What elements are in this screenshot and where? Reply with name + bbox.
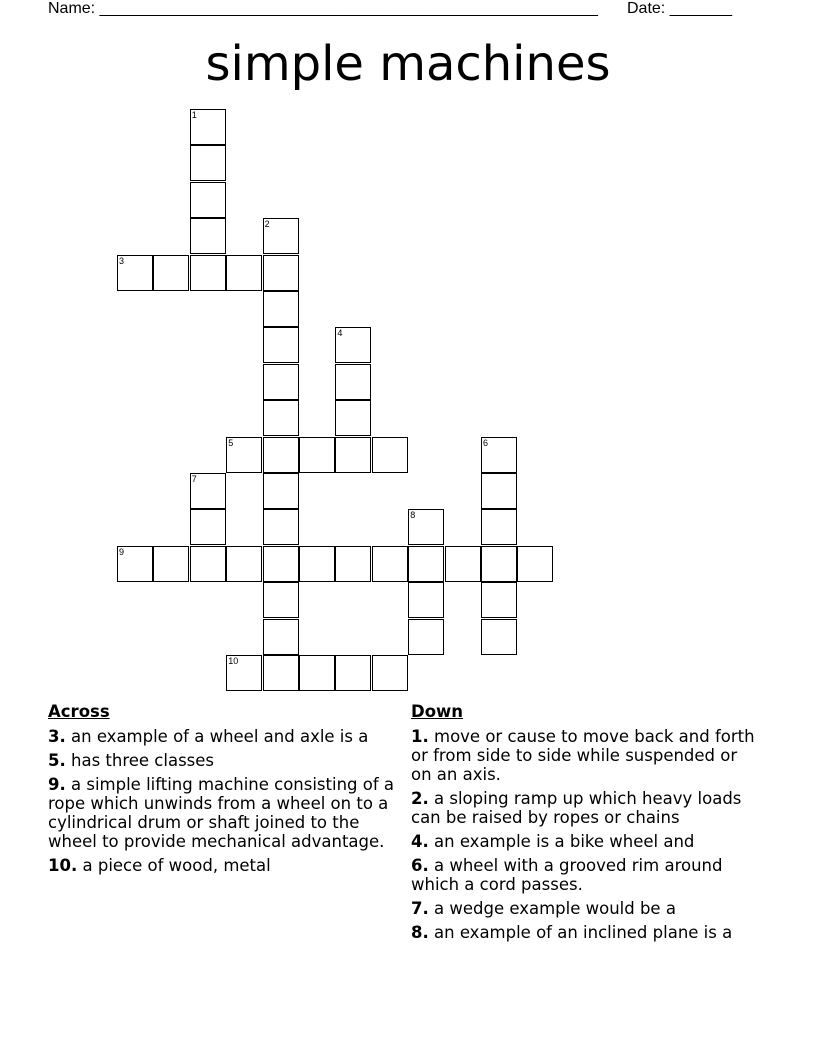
- grid-cell[interactable]: [481, 437, 517, 473]
- grid-cell[interactable]: [408, 509, 444, 545]
- grid-cell[interactable]: [190, 109, 226, 145]
- grid-cell[interactable]: [153, 255, 189, 291]
- cell-number: 2: [264, 219, 270, 230]
- clue-text: an example is a bike wheel and: [434, 832, 695, 851]
- clue-number: 1.: [411, 727, 429, 746]
- cell-number: 3: [119, 255, 125, 266]
- grid-cell[interactable]: [335, 655, 371, 691]
- clue-text: a wedge example would be a: [434, 899, 676, 918]
- grid-cell[interactable]: [299, 546, 335, 582]
- clue-across-9: [48, 775, 398, 851]
- grid-cell[interactable]: [263, 400, 299, 436]
- grid-cell[interactable]: [445, 546, 481, 582]
- grid-cell[interactable]: [335, 437, 371, 473]
- grid-cell[interactable]: [263, 655, 299, 691]
- date-field: Date: _______: [627, 0, 732, 17]
- clue-number: 3.: [48, 727, 66, 746]
- clue-text: a sloping ramp up which heavy loads can be raised by ropes or chains: [411, 789, 742, 827]
- cell-number: 7: [191, 474, 197, 484]
- name-field: Name: ________________________________________________________: [48, 0, 598, 17]
- grid-cell[interactable]: [372, 655, 408, 691]
- grid-cell[interactable]: [190, 218, 226, 254]
- clue-number: 4.: [411, 832, 429, 851]
- grid-cell[interactable]: [263, 327, 299, 363]
- grid-cell[interactable]: [153, 546, 189, 582]
- clue-number: 10.: [48, 856, 78, 875]
- grid-cell[interactable]: [190, 255, 226, 291]
- clue-text: a simple lifting machine consisting of a rope which unwinds from a wheel on to a cylindrical drum or shaft joined to the wheel to provide mechanical advantage.: [48, 775, 395, 851]
- grid-cell[interactable]: [299, 655, 335, 691]
- cell-number: 8: [410, 510, 416, 521]
- grid-cell[interactable]: [263, 255, 299, 291]
- cell-number: 9: [119, 546, 125, 557]
- grid-cell[interactable]: [263, 218, 299, 254]
- clue-text: a piece of wood, metal: [82, 856, 271, 875]
- grid-cell[interactable]: [226, 255, 262, 291]
- clue-across-3: [48, 727, 398, 746]
- cell-number: 4: [337, 328, 343, 339]
- cell-number: 10: [228, 656, 239, 666]
- grid-cell[interactable]: [117, 546, 153, 582]
- grid-cell[interactable]: [408, 619, 444, 655]
- clue-text: a wheel with a grooved rim around which a cord passes.: [411, 856, 723, 894]
- clue-across-5: [48, 751, 398, 770]
- grid-cell[interactable]: [517, 546, 553, 582]
- cell-number: 1: [191, 110, 197, 120]
- grid-cell[interactable]: [263, 619, 299, 655]
- grid-cell[interactable]: [335, 400, 371, 436]
- grid-cell[interactable]: [263, 546, 299, 582]
- grid-cell[interactable]: [263, 509, 299, 545]
- page-title: simple machines: [205, 36, 611, 92]
- across-heading: Across: [48, 702, 110, 721]
- clue-down-1: [411, 727, 756, 784]
- cell-number: 6: [483, 437, 489, 448]
- grid-cell[interactable]: [190, 182, 226, 218]
- clue-number: 9.: [48, 775, 66, 794]
- grid-cell[interactable]: [226, 546, 262, 582]
- clue-down-2: [411, 789, 756, 827]
- grid-cell[interactable]: [481, 582, 517, 618]
- clue-number: 5.: [48, 751, 66, 770]
- grid-cell[interactable]: [335, 546, 371, 582]
- grid-cell[interactable]: [263, 437, 299, 473]
- clue-text: an example of an inclined plane is a: [434, 923, 733, 942]
- grid-cell[interactable]: [263, 473, 299, 509]
- grid-cell[interactable]: [263, 291, 299, 327]
- clue-down-4: [411, 832, 756, 851]
- grid-cell[interactable]: [190, 145, 226, 181]
- grid-cell[interactable]: [190, 546, 226, 582]
- grid-cell[interactable]: [226, 437, 262, 473]
- grid-cell[interactable]: [481, 546, 517, 582]
- clue-down-6: [411, 856, 756, 894]
- grid-cell[interactable]: [226, 655, 262, 691]
- cell-number: 5: [228, 437, 234, 448]
- grid-cell[interactable]: [190, 509, 226, 545]
- clue-down-8: [411, 923, 756, 942]
- grid-cell[interactable]: [263, 364, 299, 400]
- across-clues: [48, 702, 398, 880]
- clue-number: 6.: [411, 856, 429, 875]
- grid-cell[interactable]: [299, 437, 335, 473]
- grid-cell[interactable]: [481, 473, 517, 509]
- down-clues: [411, 702, 756, 947]
- clue-across-10: [48, 856, 398, 875]
- grid-cell[interactable]: [263, 582, 299, 618]
- grid-cell[interactable]: [408, 546, 444, 582]
- clue-text: has three classes: [71, 751, 215, 770]
- grid-cell[interactable]: [481, 619, 517, 655]
- clue-number: 7.: [411, 899, 429, 918]
- grid-cell[interactable]: [372, 546, 408, 582]
- grid-cell[interactable]: [372, 437, 408, 473]
- down-heading: Down: [411, 702, 464, 721]
- grid-cell[interactable]: [335, 327, 371, 363]
- clue-text: move or cause to move back and forth or from side to side while suspended or on an axis.: [411, 727, 755, 784]
- grid-cell[interactable]: [190, 473, 226, 509]
- grid-cell[interactable]: [481, 509, 517, 545]
- grid-cell[interactable]: [408, 582, 444, 618]
- clue-number: 8.: [411, 923, 429, 942]
- grid-cell[interactable]: [335, 364, 371, 400]
- clue-number: 2.: [411, 789, 429, 808]
- grid-cell[interactable]: [117, 255, 153, 291]
- clue-text: an example of a wheel and axle is a: [71, 727, 369, 746]
- clue-down-7: [411, 899, 756, 918]
